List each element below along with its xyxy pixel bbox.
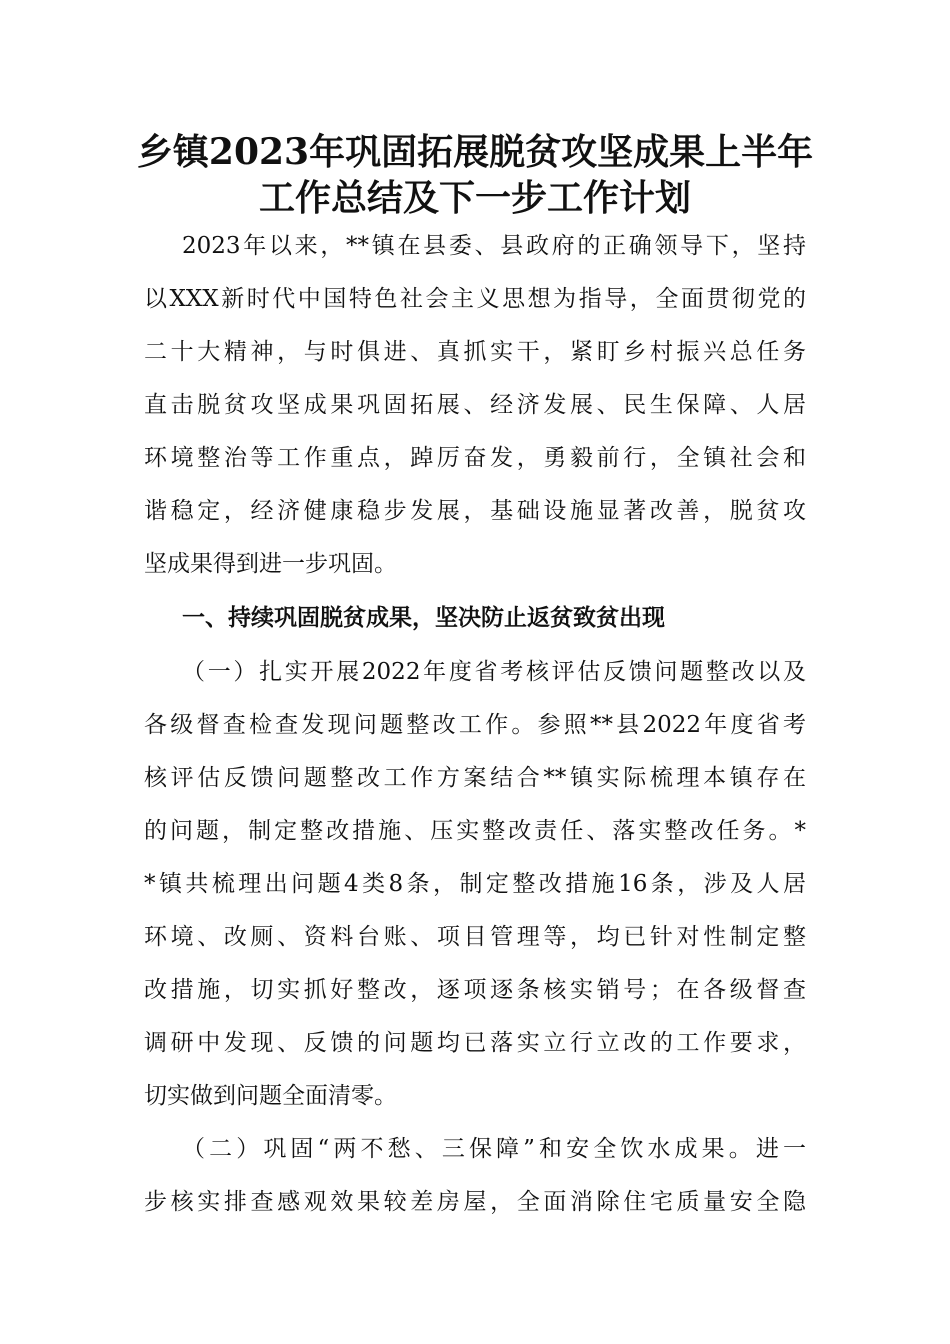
paragraph-2-line: 改措施，切实抓好整改，逐项逐条核实销号；在各级督查 <box>144 977 806 1003</box>
paragraph-2-line: 的问题，制定整改措施、压实整改责任、落实整改任务。* <box>144 818 806 844</box>
section-heading-1: 一、持续巩固脱贫成果，坚决防止返贫致贫出现 <box>182 605 665 631</box>
paragraph-3-line: （二）巩固“两不愁、三保障”和安全饮水成果。进一 <box>182 1136 806 1162</box>
paragraph-2-line: 各级督查检查发现问题整改工作。参照**县2022年度省考 <box>144 712 806 738</box>
paragraph-2-line: 环境、改厕、资料台账、项目管理等，均已针对性制定整 <box>144 924 806 950</box>
paragraph-3-line: 步核实排查感观效果较差房屋，全面消除住宅质量安全隐 <box>144 1189 806 1215</box>
document-title-line-2: 工作总结及下一步工作计划 <box>258 177 691 219</box>
paragraph-2-line: 核评估反馈问题整改工作方案结合**镇实际梳理本镇存在 <box>144 765 806 791</box>
document-title-line-1: 乡镇2023年巩固拓展脱贫攻坚成果上半年 <box>136 131 814 173</box>
paragraph-1-line: 直击脱贫攻坚成果巩固拓展、经济发展、民生保障、人居 <box>144 392 806 418</box>
paragraph-1-line: 坚成果得到进一步巩固。 <box>144 551 397 577</box>
paragraph-1-line: 环境整治等工作重点，踔厉奋发，勇毅前行，全镇社会和 <box>144 445 806 471</box>
paragraph-1-line: 2023年以来，**镇在县委、县政府的正确领导下，坚持 <box>182 233 806 259</box>
paragraph-1-line: 谐稳定，经济健康稳步发展，基础设施显著改善，脱贫攻 <box>144 498 806 524</box>
paragraph-1-line: 二十大精神，与时俱进、真抓实干，紧盯乡村振兴总任务 <box>144 339 806 365</box>
paragraph-1-line: 以XXX新时代中国特色社会主义思想为指导，全面贯彻党的 <box>144 286 806 312</box>
paragraph-2-line: 切实做到问题全面清零。 <box>144 1083 397 1109</box>
paragraph-2-line: 调研中发现、反馈的问题均已落实立行立改的工作要求， <box>144 1030 806 1056</box>
paragraph-2-line: *镇共梳理出问题4类8条，制定整改措施16条，涉及人居 <box>144 871 806 897</box>
paragraph-2-line: （一）扎实开展2022年度省考核评估反馈问题整改以及 <box>182 659 806 685</box>
